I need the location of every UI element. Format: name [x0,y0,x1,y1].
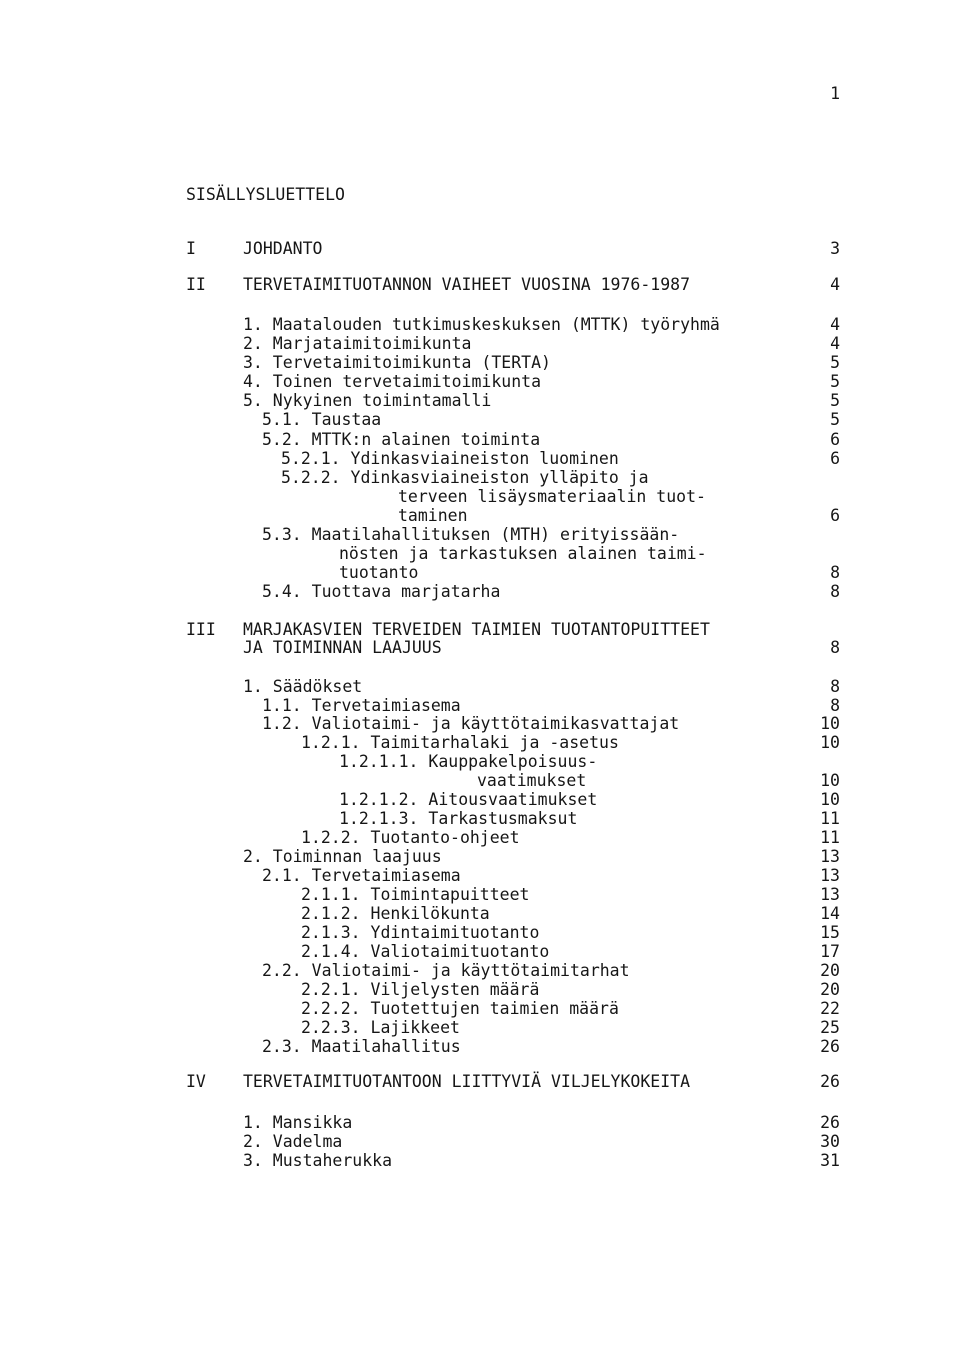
page-number: 1 [830,84,840,103]
toc-entry-page: 5 [830,372,840,391]
toc-entry-text: 2.1.4. Valiotaimituotanto [301,942,550,961]
toc-entry-text: 1.2.1.3. Tarkastusmaksut [339,809,578,828]
toc-entry-page: 11 [820,828,840,847]
toc-entry-text: 1. Maatalouden tutkimuskeskuksen (MTTK) työryhmä [243,315,720,334]
toc-entry-page: 20 [820,980,840,999]
toc-entry-page: 22 [820,999,840,1018]
toc-entry-text: JOHDANTO [243,239,323,258]
toc-entry-text: 3. Mustaherukka [243,1151,393,1170]
toc-entry-text: 2.1. Tervetaimiasema [262,866,461,885]
toc-entry-page: 4 [830,334,840,353]
toc-entry-text: 1.2.1.1. Kauppakelpoisuus- [339,752,598,771]
toc-entry-page: 6 [830,506,840,525]
toc-entry-page: 13 [820,847,840,866]
toc-entry-text: terveen lisäysmateriaalin tuot- [398,487,706,506]
toc-entry-text: JA TOIMINNAN LAAJUUS [243,638,442,657]
toc-entry-page: 6 [830,449,840,468]
toc-entry-page: 30 [820,1132,840,1151]
toc-entry-page: 14 [820,904,840,923]
toc-entry-text: 5.4. Tuottava marjatarha [262,582,501,601]
toc-entry-text: 2.2.1. Viljelysten määrä [301,980,540,999]
toc-entry-text: 3. Tervetaimitoimikunta (TERTA) [243,353,551,372]
page-title: SISÄLLYSLUETTELO [186,185,345,204]
toc-entry-text: 1.2. Valiotaimi- ja käyttötaimikasvattajat [262,714,680,733]
toc-entry-text: 5.1. Taustaa [262,410,382,429]
toc-entry-text: 5.2.1. Ydinkasviaineiston luominen [281,449,619,468]
toc-entry-text: 1.2.1. Taimitarhalaki ja -asetus [301,733,619,752]
toc-entry-page: 10 [820,714,840,733]
toc-entry-text: 1.2.2. Tuotanto-ohjeet [301,828,520,847]
toc-entry-page: 5 [830,353,840,372]
toc-entry-text: 5.2.2. Ydinkasviaineiston ylläpito ja [281,468,649,487]
toc-entry-page: 10 [820,733,840,752]
toc-entry-text: nösten ja tarkastuksen alainen taimi- [339,544,707,563]
toc-entry-text: taminen [398,506,468,525]
toc-entry-page: 20 [820,961,840,980]
toc-entry-text: 1.1. Tervetaimiasema [262,696,461,715]
toc-entry-text: 1.2.1.2. Aitousvaatimukset [339,790,598,809]
toc-entry-page: 5 [830,410,840,429]
toc-entry-text: vaatimukset [477,771,587,790]
toc-entry-page: 8 [830,677,840,696]
toc-entry-page: 8 [830,696,840,715]
toc-entry-page: 11 [820,809,840,828]
toc-entry-page: 10 [820,771,840,790]
toc-entry-text: 2. Toiminnan laajuus [243,847,442,866]
toc-entry-page: 26 [820,1072,840,1091]
toc-entry-page: 6 [830,430,840,449]
toc-entry-text: I [186,239,196,258]
toc-entry-text: II [186,275,206,294]
toc-entry-text: 2.2.3. Lajikkeet [301,1018,460,1037]
toc-entry-text: 1. Säädökset [243,677,363,696]
toc-entry-text: TERVETAIMITUOTANNON VAIHEET VUOSINA 1976-1987 [243,275,691,294]
toc-entry-text: 2.1.2. Henkilökunta [301,904,490,923]
toc-entry-page: 8 [830,638,840,657]
toc-entry-page: 4 [830,275,840,294]
toc-entry-page: 13 [820,866,840,885]
toc-entry-page: 10 [820,790,840,809]
toc-entry-text: 5.3. Maatilahallituksen (MTH) erityissään- [262,525,680,544]
toc-entry-page: 26 [820,1037,840,1056]
toc-entry-page: 13 [820,885,840,904]
toc-entry-text: 2.3. Maatilahallitus [262,1037,461,1056]
toc-entry-text: 2. Vadelma [243,1132,343,1151]
toc-entry-text: 4. Toinen tervetaimitoimikunta [243,372,542,391]
toc-entry-text: 2.2.2. Tuotettujen taimien määrä [301,999,619,1018]
toc-entry-page: 15 [820,923,840,942]
toc-entry-text: IV [186,1072,206,1091]
toc-entry-page: 26 [820,1113,840,1132]
toc-entry-page: 3 [830,239,840,258]
toc-entry-page: 4 [830,315,840,334]
toc-entry-text: III [186,620,216,639]
toc-entry-text: 1. Mansikka [243,1113,353,1132]
toc-entry-text: TERVETAIMITUOTANTOON LIITTYVIÄ VILJELYKOKEITA [243,1072,691,1091]
toc-entry-text: 5. Nykyinen toimintamalli [243,391,492,410]
toc-entry-text: 2. Marjataimitoimikunta [243,334,472,353]
toc-entry-text: 2.1.1. Toimintapuitteet [301,885,530,904]
toc-entry-text: 2.1.3. Ydintaimituotanto [301,923,540,942]
toc-entry-text: 5.2. MTTK:n alainen toiminta [262,430,541,449]
toc-entry-page: 25 [820,1018,840,1037]
toc-entry-text: MARJAKASVIEN TERVEIDEN TAIMIEN TUOTANTOPUITTEET [243,620,710,639]
toc-entry-text: 2.2. Valiotaimi- ja käyttötaimitarhat [262,961,630,980]
toc-entry-page: 5 [830,391,840,410]
toc-entry-page: 8 [830,582,840,601]
toc-entry-text: tuotanto [339,563,419,582]
toc-entry-page: 17 [820,942,840,961]
toc-entry-page: 31 [820,1151,840,1170]
toc-entry-page: 8 [830,563,840,582]
